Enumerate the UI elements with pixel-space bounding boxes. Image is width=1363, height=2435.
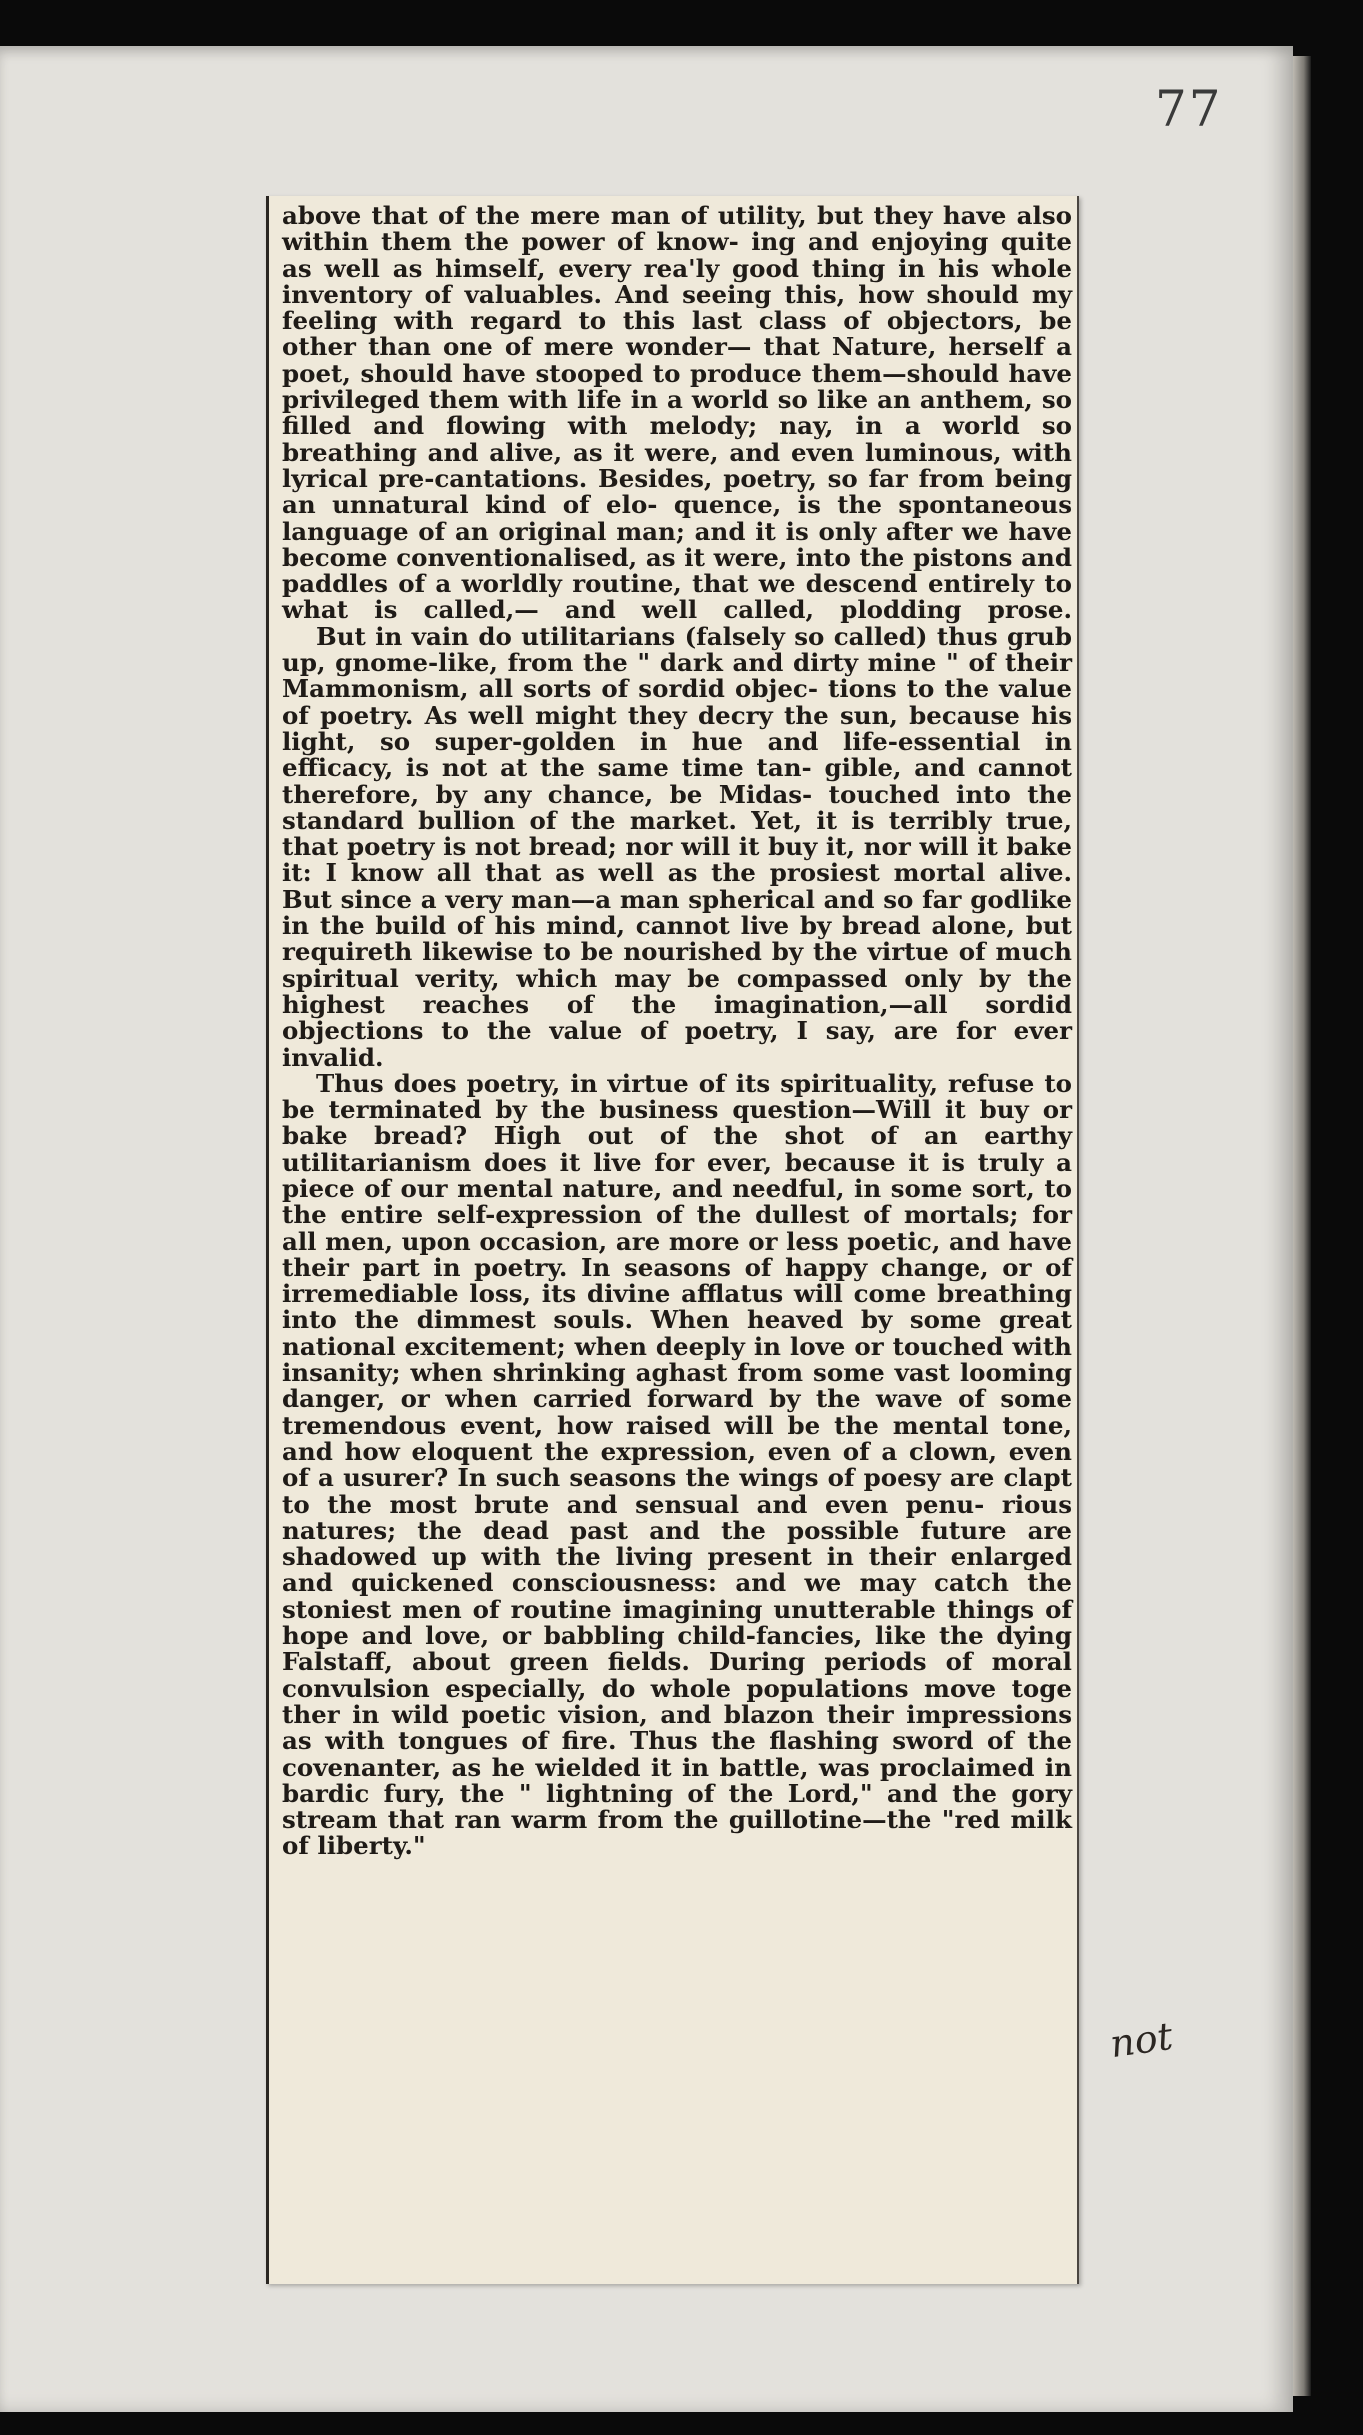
- paragraph-2: But in vain do utilitarians (falsely so called) thus grub up, gnome-like, from the " dark and dirty mine " of their Mammonism, all sorts of sordid objec- tions to the value of poetry. As well might they decry the sun, because his light, so super-golden in hue and life-essential in efficacy, is not at the same time tan- gible, and cannot therefore, by any chance, be Midas- touched into the standard bullion of the market. Yet, it is terribly true, that poetry is not bread; nor will it buy it, nor will it bake it: I know all that as well as the prosiest mortal alive. But since a very man—a man spherical and so far godlike in the build of his mind, cannot live by bread alone, but requireth likewise to be nourished by the virtue of much spiritual verity, which may be compassed only by the highest reaches of the imagination,—all sordid objections to the value of poetry, I say, are for ever invalid.: [282, 621, 1072, 1072]
- handwritten-margin-note: not: [1107, 2013, 1176, 2067]
- paragraph-3: Thus does poetry, in virtue of its spirituality, refuse to be terminated by the business question—Will it buy or bake bread? High out of the shot of an earthy utilitarianism does it live for ever, because it is truly a piece of our mental nature, and needful, in some sort, to the entire self-expression of the dullest of mortals; for all men, upon occasion, are more or less poetic, and have their part in poetry. In seasons of happy change, or of irremediable loss, its divine afflatus will come breathing into the dimmest souls. When heaved by some great national excitement; when deeply in love or touched with insanity; when shrinking aghast from some vast looming danger, or when carried forward by the wave of some tremendous event, how raised will be the mental tone, and how eloquent the expression, even of a clown, even of a usurer? In such seasons the wings of poesy are clapt to the most brute and sensual and even penu- rious natures; the dead past and the possible future are shadowed up with the living present in their enlarged and quickened consciousness: and we may catch the stoniest men of routine imagining unutterable things of hope and love, or babbling child-fancies, like the dying Falstaff, about green fields. During periods of moral convulsion especially, do whole populations move toge ther in wild poetic vision, and blazon their impressions as with tongues of fire. Thus the flashing sword of the covenanter, as he wielded it in battle, was proclaimed in bardic fury, the " lightning of the Lord," and the gory stream that ran warm from the guillotine—the "red milk of liberty.": [282, 1068, 1072, 1861]
- page-number: 77: [1155, 80, 1223, 138]
- paragraph-1: above that of the mere man of utility, but they have also within them the power of know- ing and enjoying quite as well as himself, every rea'ly good thing in his whole inventory of valuables. And seeing this, how should my feeling with regard to this last class of objectors, be other than one of mere wonder— that Nature, herself a poet, should have stooped to produce them—should have privileged them with life in a world so like an anthem, so filled and flowing with melody; nay, in a world so breathing and alive, as it were, and even luminous, with lyrical pre-cantations. Besides, poetry, so far from being an unnatural kind of elo- quence, is the spontaneous language of an original man; and it is only after we have become conventionalised, as it were, into the pistons and paddles of a worldly routine, that we descend entirely to what is called,— and well called, plodding prose.: [282, 201, 1072, 625]
- page-edge: [1293, 56, 1311, 2396]
- clipping-text: [282, 203, 1072, 1860]
